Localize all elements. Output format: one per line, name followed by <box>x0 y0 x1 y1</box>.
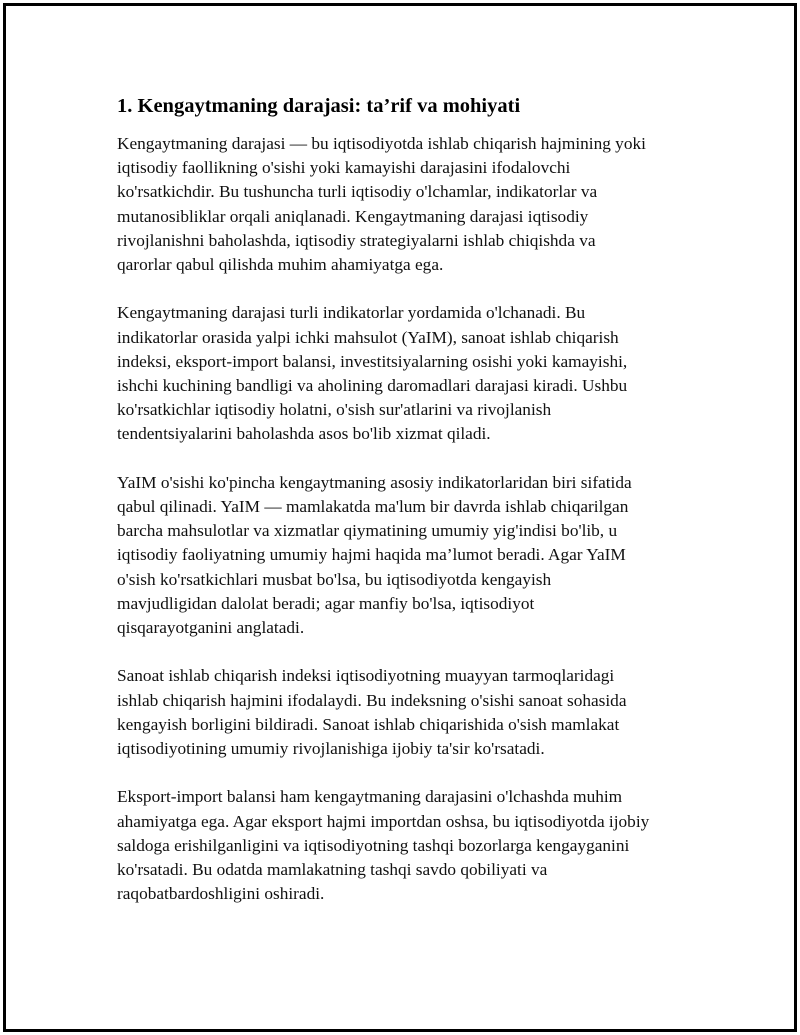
paragraph-definition <box>117 132 692 277</box>
text-line: rivojlanishni baholashda, iqtisodiy strategiyalarni ishlab chiqishda va <box>117 230 596 250</box>
text-line: mutanosibliklar orqali aniqlanadi. Kengaytmaning darajasi iqtisodiy <box>117 206 589 226</box>
text-line: qisqarayotganini anglatadi. <box>117 618 305 638</box>
text-line: raqobatbardoshligini oshiradi. <box>117 884 325 904</box>
section-heading: 1. Kengaytmaning darajasi: ta’rif va mohiyati <box>117 95 521 117</box>
text-line: Kengaytmaning darajasi turli indikatorlar yordamida o'lchanadi. Bu <box>117 303 586 323</box>
text-line: YaIM o'sishi ko'pincha kengaytmaning asosiy indikatorlaridan biri sifatida <box>117 472 632 492</box>
text-line: Kengaytmaning darajasi — bu iqtisodiyotda ishlab chiqarish hajmining yoki <box>117 134 646 153</box>
text-line: ishchi kuchining bandligi va aholining daromadlari darajasi kiradi. Ushbu <box>117 376 628 396</box>
text-line: o'sish ko'rsatkichlari musbat bo'lsa, bu iqtisodiyotda kengayish <box>117 569 552 589</box>
paragraph-industrial-index <box>117 664 692 761</box>
paragraph-gdp <box>117 471 692 640</box>
text-line: Eksport-import balansi ham kengaytmaning darajasini o'lchashda muhim <box>117 787 623 807</box>
text-line: barcha mahsulotlar va xizmatlar qiymatining umumiy yig'indisi bo'lib, u <box>117 521 618 541</box>
text-line: mavjudligidan dalolat beradi; agar manfiy bo'lsa, iqtisodiyot <box>117 593 535 613</box>
document-body <box>117 92 692 931</box>
text-line: ishlab chiqarish hajmini ifodalaydi. Bu indeksning o'sishi sanoat sohasida <box>117 690 627 710</box>
text-line: ko'rsatkichdir. Bu tushuncha turli iqtisodiy o'lchamlar, indikatorlar va <box>117 182 598 202</box>
text-line: ko'rsatkichlar iqtisodiy holatni, o'sish sur'atlarini va rivojlanish <box>117 400 552 420</box>
text-line: iqtisodiyotining umumiy rivojlanishiga ijobiy ta'sir ko'rsatadi. <box>117 739 545 759</box>
text-line: saldoga erishilganligini va iqtisodiyotning tashqi bozorlarga kengayganini <box>117 835 630 855</box>
text-line: Sanoat ishlab chiqarish indeksi iqtisodiyotning muayyan tarmoqlaridagi <box>117 666 615 686</box>
text-line: ko'rsatadi. Bu odatda mamlakatning tashqi savdo qobiliyati va <box>117 860 548 880</box>
text-line: qabul qilinadi. YaIM — mamlakatda ma'lum bir davrda ishlab chiqarilgan <box>117 497 629 517</box>
paragraph-trade-balance <box>117 785 692 906</box>
paragraph-indicators <box>117 301 692 446</box>
text-line: indeksi, eksport-import balansi, investitsiyalarning osishi yoki kamayishi, <box>117 351 628 371</box>
text-line: iqtisodiy faoliyatning umumiy hajmi haqida ma’lumot beradi. Agar YaIM <box>117 545 626 565</box>
text-line: kengayish borligini bildiradi. Sanoat ishlab chiqarishida o'sish mamlakat <box>117 714 620 734</box>
text-line: indikatorlar orasida yalpi ichki mahsulot (YaIM), sanoat ishlab chiqarish <box>117 327 619 347</box>
text-line: ahamiyatga ega. Agar eksport hajmi importdan oshsa, bu iqtisodiyotda ijobiy <box>117 811 650 831</box>
text-line: iqtisodiy faollikning o'sishi yoki kamayishi darajasini ifodalovchi <box>117 158 571 178</box>
text-line: qarorlar qabul qilishda muhim ahamiyatga ega. <box>117 255 444 275</box>
text-line: tendentsiyalarini baholashda asos bo'lib xizmat qiladi. <box>117 424 491 444</box>
